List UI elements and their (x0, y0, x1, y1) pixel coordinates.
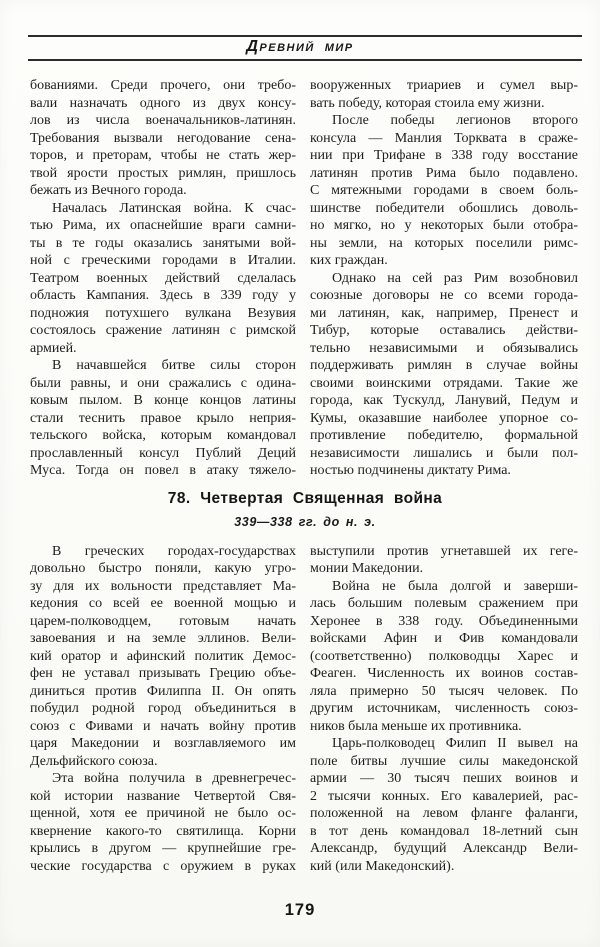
section-heading (30, 490, 580, 529)
paragraph (30, 200, 296, 358)
text-line: Дельфийского союза. (30, 753, 158, 769)
text-line: армией. (30, 340, 77, 356)
text-line: В греческих городах-государствах (52, 543, 296, 559)
text-line: армии — 30 тысяч пеших воинов и (310, 771, 578, 786)
text-line: подножия потухшего вулкана Везувия (30, 305, 296, 321)
text-line: вали назначать одного из двух консу- (30, 95, 296, 111)
text-line: тельского войска, которым командовал (30, 428, 296, 443)
top-left-column (30, 77, 296, 480)
text-line: довольно быстро поняли, какую угро- (30, 561, 296, 576)
text-line: поле битвы лучшие силы македонской (310, 753, 578, 769)
text-line: лов из числа военачальников-латинян. (30, 113, 296, 128)
text-line: ческие государства с оружием в руках (30, 858, 296, 874)
text-line: ностью подчинены диктату Рима. (310, 463, 511, 478)
text-line: союзные договоры не со всеми города- (310, 288, 578, 303)
text-line: область Кампания. Здесь в 339 году у (30, 288, 296, 303)
paragraph (310, 270, 578, 480)
paragraph (310, 112, 578, 270)
text-line: лась большим полевым сражением при (310, 596, 578, 611)
section-title: 78. Четвертая Священная война (167, 489, 443, 507)
running-header: Древний мир (246, 38, 354, 55)
text-line: царем-полководцем, готовым начать (30, 613, 296, 629)
text-line: завоевания и на земле эллинов. Вели- (30, 631, 296, 646)
text-line: но мягко, но у некоторых были отобра- (310, 218, 578, 233)
text-line: фен не уставал призывать Грецию объе- (30, 666, 296, 681)
text-line: Кумы, оказавшие наиболее упорное со- (310, 410, 578, 426)
text-line: другим источникам, численность союз- (310, 701, 578, 716)
bottom-right-column (310, 543, 578, 876)
paragraph (310, 735, 578, 875)
paragraph (30, 357, 296, 480)
paragraph (30, 543, 296, 771)
paragraph (30, 770, 296, 875)
text-line: ких граждан. (310, 253, 388, 268)
text-line: Херонее в 338 году. Объединенными (310, 613, 578, 629)
text-line: ковым пылом. В конце концов латины (30, 393, 296, 408)
header-rule-top (28, 35, 582, 37)
text-line: зу для их вольности представляет Ма- (30, 578, 296, 594)
text-line: стали теснить правое крыло неприя- (30, 410, 296, 426)
text-line: 2 тысячи конных. Его кавалерией, рас- (310, 788, 578, 804)
text-line: независимости лишались и были пол- (310, 445, 578, 461)
text-line: своими воинскими отрядами. Такие же (310, 375, 578, 391)
text-line: тью Рима, их опаснейшие враги самни- (30, 218, 296, 233)
text-line: были равны, и они сражались с одина- (30, 375, 296, 391)
top-section (30, 77, 580, 480)
text-line: В начавшейся битве силы сторон (52, 358, 296, 373)
text-line: Однако на сей раз Рим возобновил (332, 270, 578, 286)
text-line: шинстве победители обошлись доволь- (310, 200, 578, 216)
text-line: Муса. Тогда он повел в атаку тяжело- (30, 463, 296, 478)
text-line: монии Македонии. (310, 561, 424, 576)
text-line: ляла примерно 50 тысяч человек. По (310, 683, 578, 699)
text-line: состоялось сражение латинян с римской (30, 323, 296, 338)
header-rule-bottom (28, 59, 582, 61)
text-line: Началась Латинская война. К счас- (52, 200, 296, 216)
paragraph (310, 77, 578, 112)
text-line: С мятежными городами в своем боль- (310, 183, 578, 198)
text-line: положенной на левом фланге фаланги, (310, 806, 578, 821)
text-line: прославленный консул Публий Деций (30, 445, 296, 461)
text-line: нии при Трифане в 338 году восстание (310, 148, 578, 163)
text-line: твой ярости простых римлян, пришлось (30, 165, 296, 181)
text-line: вать победу, которая стоила ему жизни. (310, 95, 545, 111)
text-line: Царь-полководец Филип II вывел на (332, 736, 578, 751)
text-line: вооруженных триариев и сумел выр- (310, 78, 578, 93)
text-line: бованиями. Среди прочего, они требо- (30, 78, 296, 93)
text-line: Требования вызвали негодование сена- (30, 130, 296, 146)
bottom-left-column (30, 543, 296, 876)
text-line: противление победителю, формальной (310, 428, 578, 443)
section-subtitle: 339—338 гг. до н. э. (234, 514, 376, 529)
text-line: побудил родной город объединиться в (30, 701, 296, 716)
text-line: диниться против Филиппа II. Он опять (30, 683, 296, 699)
text-line: тельно независимыми и обязывались (310, 340, 578, 356)
text-line: После победы легионов второго (332, 113, 578, 128)
text-line: кой истории название Четвертой Свя- (30, 788, 296, 804)
text-line: ми латинян, как, например, Пренест и (310, 305, 578, 321)
text-line: в тот день командовал 18-летний сын (310, 823, 578, 839)
text-line: кий оратор и афинский политик Демос- (30, 648, 296, 664)
text-line: ной с греческими городами в Италии. (30, 253, 296, 268)
page-number: 179 (284, 901, 316, 919)
text-line: торов, и преторам, чтобы не стать жер- (30, 148, 296, 163)
text-line: Тибур, которые оставались действи- (310, 323, 578, 338)
text-line: крылись в другом — крупнейшие гре- (30, 841, 296, 856)
text-line: города, как Тускулд, Ланувий, Педум и (310, 393, 578, 408)
text-line: Эта война получила в древнегречес- (52, 771, 296, 786)
paragraph (310, 578, 578, 736)
text-line: Александр, будущий Александр Вели- (310, 841, 578, 856)
text-line: войсками Афин и Фив командовали (310, 631, 578, 646)
text-line: ты в те годы оказались занятыми вой- (30, 235, 296, 251)
text-line: союз с Фивами и начать войну против (30, 718, 296, 734)
text-line: Театром военных действий сделалась (30, 270, 296, 286)
text-line: бежать из Вечного города. (30, 183, 187, 198)
text-line: выступили против угнетавшей их геге- (310, 543, 578, 559)
text-line: поддерживать римлян в случае войны (310, 358, 578, 373)
top-right-column (310, 77, 578, 480)
text-line: кий (или Македонский). (310, 858, 455, 874)
text-line: щенной, хотя ее причиной не было ос- (30, 806, 296, 821)
text-line: квернение какого-то святилища. Корни (30, 823, 296, 839)
text-line: царя Македонии и возглавляемого им (30, 736, 296, 751)
text-line: Война не была долгой и заверши- (332, 578, 578, 594)
text-line: (соответственно) полководцы Харес и (310, 648, 578, 664)
text-line: ников была меньше их противника. (310, 718, 522, 734)
text-line: латинян против Рима было подавлено. (310, 165, 578, 181)
paragraph (310, 543, 578, 578)
text-line: кедония со всей ее военной мощью и (30, 596, 296, 611)
text-line: ны земли, на которых поселили римс- (310, 235, 578, 251)
text-line: Феаген. Численность их воинов состав- (310, 666, 578, 681)
text-line: консула — Манлия Торквата в сраже- (310, 130, 578, 146)
paragraph (30, 77, 296, 200)
page-content (30, 77, 580, 875)
bottom-section (30, 543, 580, 876)
